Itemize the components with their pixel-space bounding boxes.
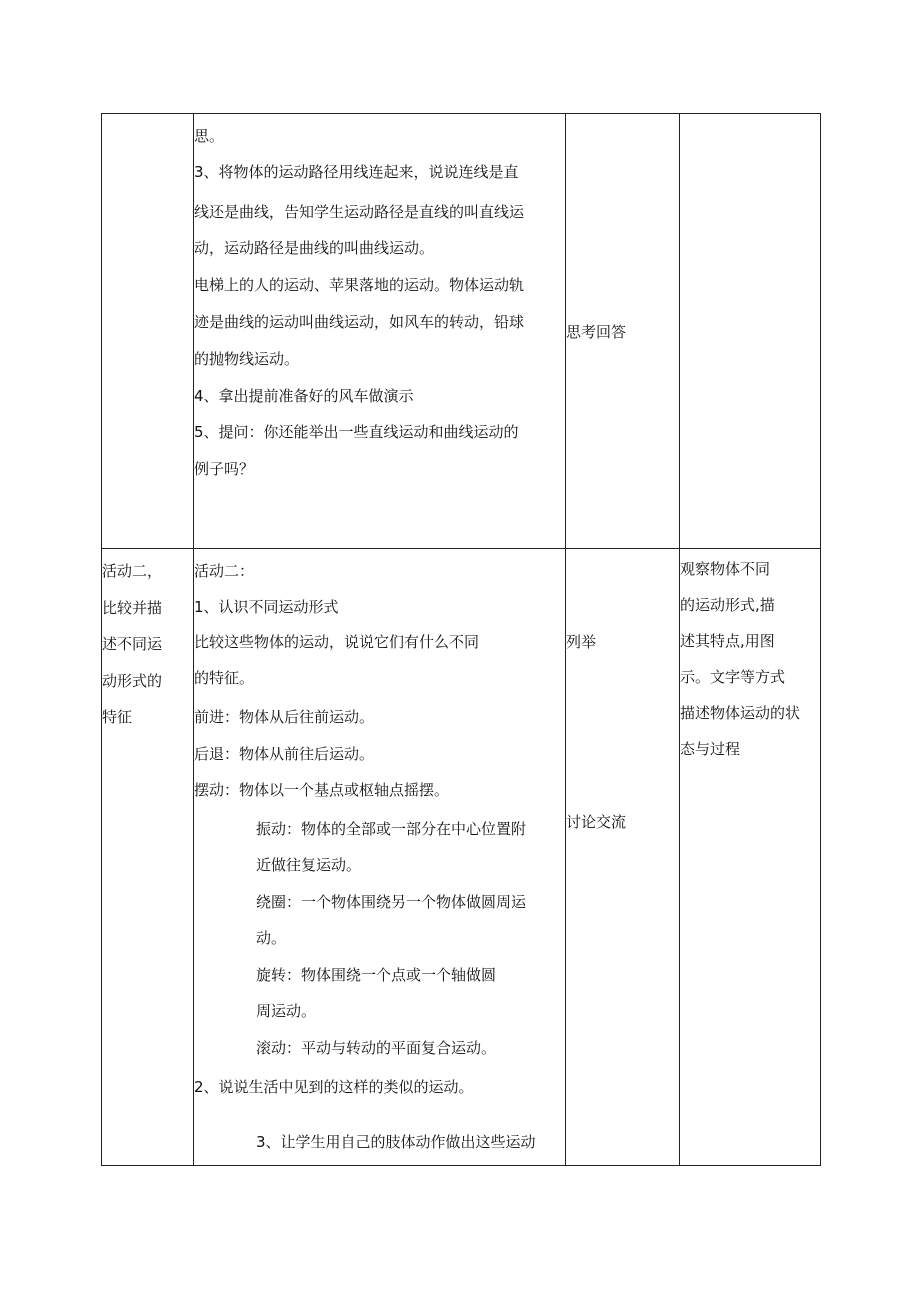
text-line: 滚动：平动与转动的平面复合运动。	[256, 1039, 497, 1057]
activity-title-line: 特征	[102, 708, 133, 726]
text-line: 动。	[256, 929, 287, 947]
student-text: 列举	[566, 633, 597, 651]
student-activity-cell	[566, 114, 680, 549]
text-line: 活动二：	[194, 562, 255, 580]
student-text: 讨论交流	[566, 813, 627, 831]
text-line: 电梯上的人的运动、苹果落地的运动。物体运动轨	[194, 276, 525, 294]
text-line: 动，运动路径是曲线的叫曲线运动。	[194, 239, 435, 257]
table-row	[102, 114, 821, 549]
student-activity-cell	[566, 549, 680, 1166]
text-line: 比较这些物体的运动，说说它们有什么不同	[194, 633, 480, 651]
student-text: 思考回答	[566, 323, 627, 341]
intent-line: 观察物体不同	[680, 560, 771, 578]
activity-cell	[102, 114, 194, 549]
text-line: 3、让学生用自己的肢体动作做出这些运动	[256, 1133, 536, 1151]
intent-line: 描述物体运动的状	[680, 704, 801, 722]
text-line: 摆动：物体以一个基点或枢轴点摇摆。	[194, 781, 450, 799]
design-intent-cell	[680, 114, 821, 549]
activity-title-line: 比较并描	[102, 599, 163, 617]
text-line: 1、认识不同运动形式	[194, 598, 339, 616]
lesson-plan-table	[101, 113, 821, 1166]
design-intent-cell	[680, 549, 821, 1166]
text-line: 近做往复运动。	[256, 856, 362, 874]
text-line: 线还是曲线，告知学生运动路径是直线的叫直线运	[194, 203, 525, 221]
text-line: 后退：物体从前往后运动。	[194, 745, 375, 763]
text-line: 3、将物体的运动路径用线连起来，说说连线是直	[194, 163, 519, 181]
text-line: 周运动。	[256, 1002, 317, 1020]
intent-line: 示。文字等方式	[680, 668, 786, 686]
text-line: 的抛物线运动。	[194, 350, 300, 368]
text-line: 绕圈：一个物体围绕另一个物体做圆周运	[256, 893, 527, 911]
intent-line: 态与过程	[680, 740, 741, 758]
intent-line: 的运动形式,描	[680, 596, 775, 614]
text-line: 4、拿出提前准备好的风车做演示	[194, 387, 414, 405]
text-line: 前进：物体从后往前运动。	[194, 708, 375, 726]
activity-title-line: 活动二，	[102, 562, 163, 580]
teacher-activity-cell	[194, 114, 566, 549]
teacher-activity-cell	[194, 549, 566, 1166]
activity-title-line: 动形式的	[102, 672, 163, 690]
activity-cell	[102, 549, 194, 1166]
activity-title-line: 述不同运	[102, 635, 163, 653]
text-line: 例子吗？	[194, 460, 255, 478]
text-line: 振动：物体的全部或一部分在中心位置附	[256, 820, 527, 838]
text-line: 思。	[194, 127, 225, 145]
text-line: 2、说说生活中见到的这样的类似的运动。	[194, 1078, 474, 1096]
text-line: 5、提问：你还能举出一些直线运动和曲线运动的	[194, 423, 519, 441]
intent-line: 述其特点,用图	[680, 632, 775, 650]
text-line: 的特征。	[194, 669, 255, 687]
text-line: 迹是曲线的运动叫曲线运动，如风车的转动，铅球	[194, 313, 525, 331]
text-line: 旋转：物体围绕一个点或一个轴做圆	[256, 966, 497, 984]
table-row	[102, 549, 821, 1166]
